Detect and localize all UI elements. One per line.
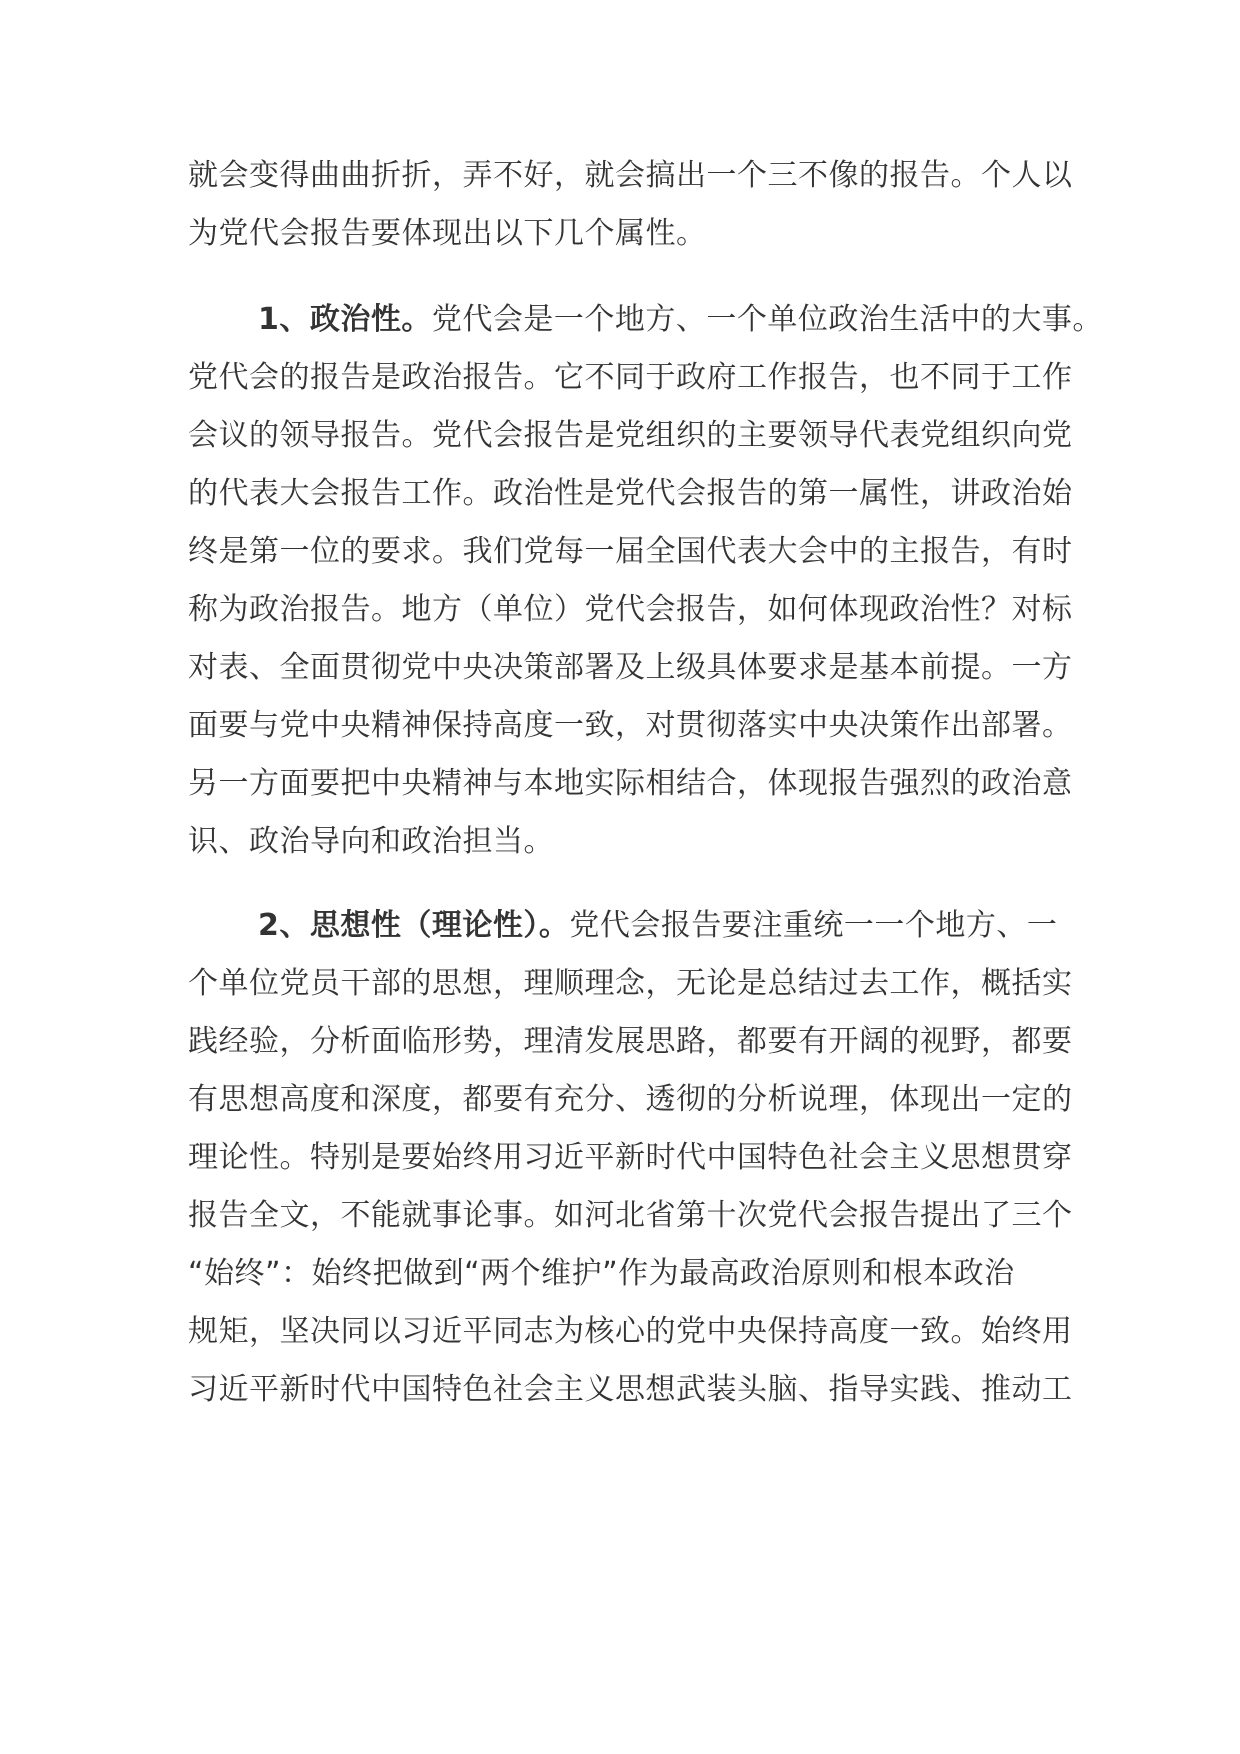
paragraph-line: 践经验，分析面临形势，理清发展思路，都要有开阔的视野，都要 <box>188 1024 1073 1059</box>
paragraph-line: 习近平新时代中国特色社会主义思想武装头脑、指导实践、推动工 <box>188 1372 1073 1407</box>
paragraph-line: 称为政治报告。地方（单位）党代会报告，如何体现政治性？对标 <box>188 592 1073 627</box>
section-1-heading: 1、政治性。 <box>258 302 432 337</box>
paragraph-line: 个单位党员干部的思想，理顺理念，无论是总结过去工作，概括实 <box>188 966 1073 1001</box>
section-2-first-line <box>258 906 1138 946</box>
paragraph-line: 的代表大会报告工作。政治性是党代会报告的第一属性，讲政治始 <box>188 476 1073 511</box>
paragraph-line: 报告全文，不能就事论事。如河北省第十次党代会报告提出了三个 <box>188 1198 1073 1233</box>
paragraph-line: 为党代会报告要体现出以下几个属性。 <box>188 216 707 251</box>
paragraph-line: 有思想高度和深度，都要有充分、透彻的分析说理，体现出一定的 <box>188 1082 1073 1117</box>
paragraph-line: 终是第一位的要求。我们党每一届全国代表大会中的主报告，有时 <box>188 534 1073 569</box>
section-2-text: 党代会报告要注重统一一个地方、一 <box>569 908 1058 943</box>
paragraph-line: 对表、全面贯彻党中央决策部署及上级具体要求是基本前提。一方 <box>188 650 1073 685</box>
paragraph-line: 理论性。特别是要始终用习近平新时代中国特色社会主义思想贯穿 <box>188 1140 1073 1175</box>
paragraph-line: “始终”：始终把做到“两个维护”作为最高政治原则和根本政治 <box>188 1256 1015 1291</box>
section-1-first-line <box>258 300 1138 340</box>
paragraph-line: 就会变得曲曲折折，弄不好，就会搞出一个三不像的报告。个人以 <box>188 158 1073 193</box>
paragraph-line: 另一方面要把中央精神与本地实际相结合，体现报告强烈的政治意 <box>188 766 1073 801</box>
section-1-text: 党代会是一个地方、一个单位政治生活中的大事。 <box>431 302 1103 337</box>
section-2-heading: 2、思想性（理论性）。 <box>258 908 570 943</box>
paragraph-line: 识、政治导向和政治担当。 <box>188 824 554 859</box>
paragraph-line: 面要与党中央精神保持高度一致，对贯彻落实中央决策作出部署。 <box>188 708 1073 743</box>
paragraph-line: 党代会的报告是政治报告。它不同于政府工作报告，也不同于工作 <box>188 360 1073 395</box>
paragraph-line: 规矩，坚决同以习近平同志为核心的党中央保持高度一致。始终用 <box>188 1314 1073 1349</box>
paragraph-line: 会议的领导报告。党代会报告是党组织的主要领导代表党组织向党 <box>188 418 1073 453</box>
